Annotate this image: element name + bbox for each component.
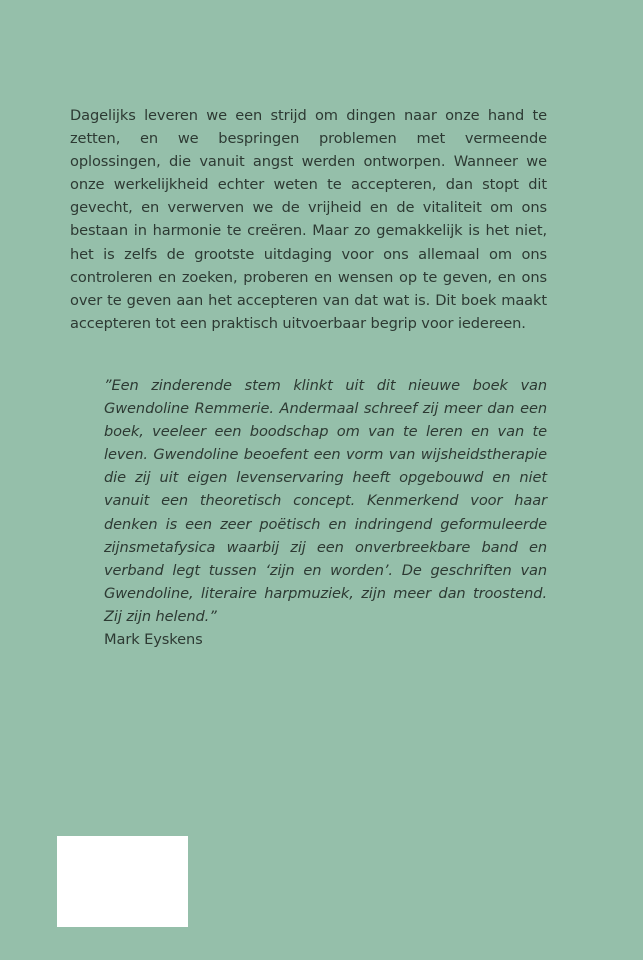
blurb-paragraph: Dagelijks leveren we een strijd om dingen naar onze hand te zetten, en we bespringen problemen met vermeende oplossingen, die vanuit angst werden ontworpen. Wanneer we onze werkelijkheid echter weten te accepteren, dan stopt dit gevecht, en verwerven we de vrijheid en de vitaliteit om ons bestaan in harmonie te creëren. Maar zo gemakkelijk is het niet, het is zelfs de grootste uitdaging voor ons allemaal om ons controleren en zoeken, proberen en wensen op te geven, en ons over te geven aan het accepteren van dat wat is. Dit boek maakt accepteren tot een praktisch uitvoerbaar begrip voor iedereen. xyxy=(70,107,547,332)
quote-author: Mark Eyskens xyxy=(104,631,203,649)
endorsement-quote xyxy=(104,374,547,651)
quote-text: ”Een zinderende stem klinkt uit dit nieuwe boek van Gwendoline Remmerie. Andermaal schreef zij meer dan een boek, veeleer een boodschap om van te leren en van te leven. Gwendoline beoefent een vorm van wijsheidstherapie die zij uit eigen levenservaring heeft opgebouwd en niet vanuit een theoretisch concept. Kenmerkend voor haar denken is een zeer poëtisch en indringend geformuleerde zijnsmetafysica waarbij zij een onverbreekbare band en verband legt tussen ‘zijn en worden’. De geschriften van Gwendoline, literaire harpmuziek, zijn meer dan troostend. Zij zijn helend.” xyxy=(104,377,547,625)
barcode-placeholder xyxy=(57,836,188,927)
blurb-text-block xyxy=(70,104,547,335)
